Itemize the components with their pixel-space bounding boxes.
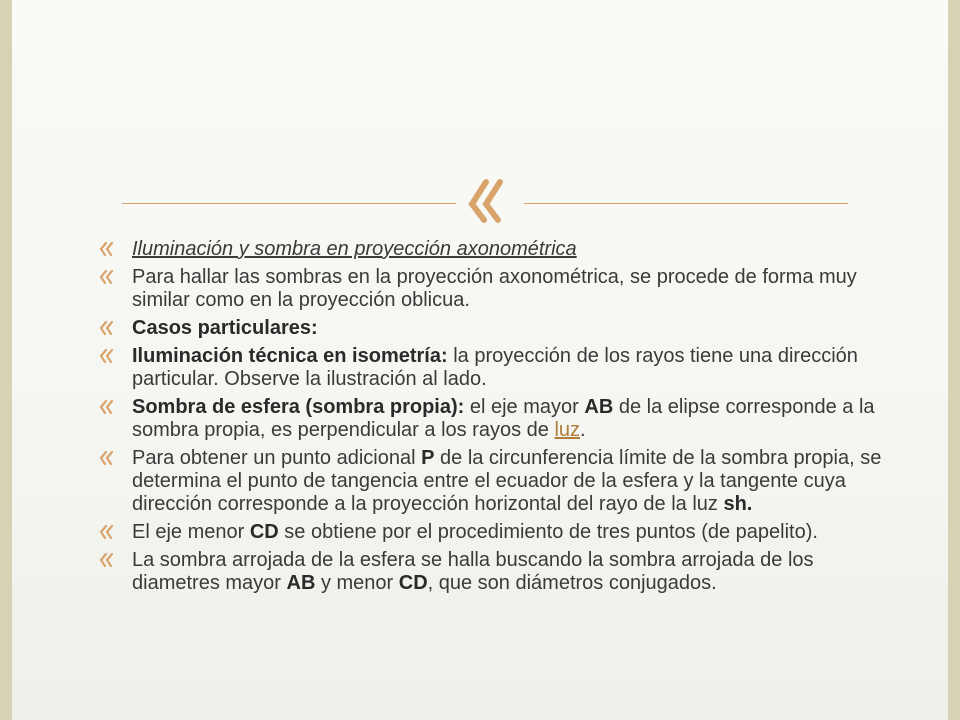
bold-term: P [421,447,435,469]
paragraph-text: la proyección de los rayos tiene una dirección particular. Observe la ilustración al lado. [132,345,858,390]
bold-term: AB [286,572,316,594]
paragraph-text: Para obtener un punto adicional [132,447,422,469]
list-item [98,266,898,312]
bold-term: CD [249,521,279,543]
bullet-quote-icon [98,450,120,466]
bold-term: Iluminación técnica en isometría: [132,345,448,367]
bullet-quote-icon [98,552,120,568]
bullet-quote-icon [98,524,120,540]
subheading: Casos particulares: [132,317,318,339]
bullet-quote-icon [98,348,120,364]
list-item [98,317,898,340]
paragraph-text: El eje menor [132,521,250,543]
list-item [98,396,898,442]
bold-term: CD [398,572,428,594]
bullet-quote-icon [98,320,120,336]
bold-term: AB [584,396,614,418]
bold-term: Sombra de esfera (sombra propia): [132,396,465,418]
paragraph-text: , que son diámetros conjugados. [427,572,717,594]
bullet-quote-icon [98,241,120,257]
paragraph-text: de la elipse corresponde a la sombra propia, es perpendicular a los rayos de [132,396,875,441]
list-item [98,521,898,544]
paragraph-text: La sombra arrojada de la esfera se halla buscando la sombra arrojada de los diametres mayor [132,549,814,594]
slide [12,0,948,720]
bullet-quote-icon [98,269,120,285]
bullet-quote-icon [98,399,120,415]
title-divider-left [122,203,456,204]
paragraph-text: se obtiene por el procedimiento de tres puntos (de papelito). [278,521,818,543]
paragraph-text: Para hallar las sombras en la proyección axonométrica, se procede de forma muy similar como en la proyección oblicua. [132,266,857,311]
luz-link[interactable]: luz [554,419,581,441]
double-quote-icon [462,170,522,230]
list-item [98,447,898,516]
bullet-list [98,238,898,600]
title-divider-right [524,203,848,204]
bold-term: sh. [723,493,753,515]
paragraph-text: y menor [315,572,399,594]
list-item [98,238,898,261]
paragraph-text: . [580,419,586,441]
list-item [98,345,898,391]
paragraph-text: de la circunferencia límite de la sombra propia, se determina el punto de tangencia entre el ecuador de la esfera y la tangente cuya dirección corresponde a la proyección horizontal del rayo de la luz [132,447,882,515]
section-title: Iluminación y sombra en proyección axonométrica [132,238,577,260]
paragraph-text: el eje mayor [464,396,585,418]
list-item [98,549,898,595]
